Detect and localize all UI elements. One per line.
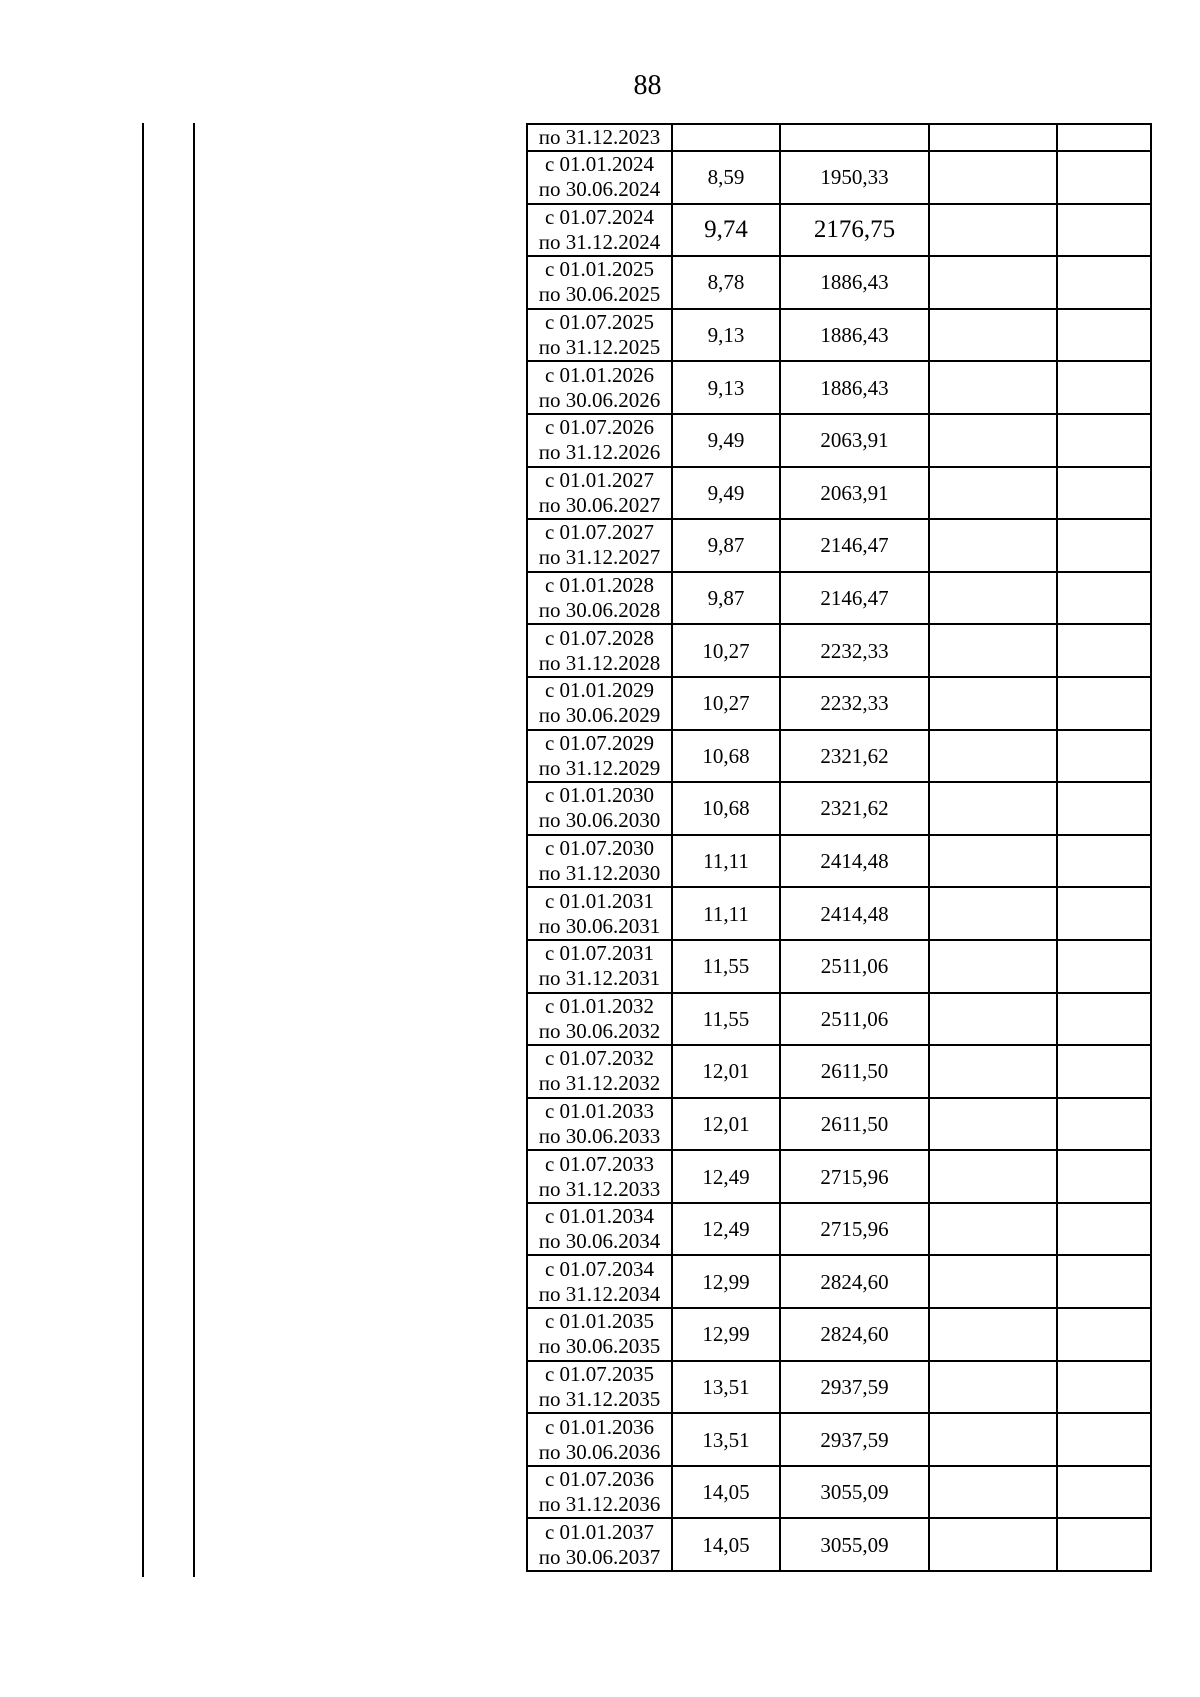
amount-cell: 2321,62 <box>780 782 929 835</box>
rate-cell: 12,01 <box>672 1045 780 1098</box>
empty-cell <box>1057 309 1151 362</box>
rate-cell: 11,11 <box>672 887 780 940</box>
table-row <box>527 1308 1151 1361</box>
empty-cell <box>1057 1361 1151 1414</box>
rate-cell: 10,27 <box>672 624 780 677</box>
period-cell <box>527 1203 672 1256</box>
period-cell <box>527 151 672 204</box>
table-row <box>527 1203 1151 1256</box>
period-from: с 01.07.2029 <box>544 730 655 755</box>
table-row <box>527 467 1151 520</box>
rate-cell: 9,49 <box>672 467 780 520</box>
amount-cell: 2824,60 <box>780 1308 929 1361</box>
period-from: с 01.07.2032 <box>544 1046 655 1071</box>
period-cell <box>527 730 672 783</box>
period-to: по 31.12.2034 <box>538 1281 661 1306</box>
empty-cell <box>929 1255 1057 1308</box>
empty-cell <box>1057 1255 1151 1308</box>
empty-cell <box>929 1098 1057 1151</box>
empty-cell <box>1057 1413 1151 1466</box>
period-cell <box>527 1308 672 1361</box>
empty-cell <box>929 993 1057 1046</box>
amount-cell: 2715,96 <box>780 1203 929 1256</box>
period-to: по 30.06.2033 <box>538 1123 661 1148</box>
amount-cell: 3055,09 <box>780 1466 929 1519</box>
rate-cell: 9,13 <box>672 309 780 362</box>
empty-cell <box>929 1045 1057 1098</box>
period-cell <box>527 1518 672 1571</box>
period-from: с 01.07.2024 <box>544 204 655 229</box>
period-to: по 30.06.2030 <box>538 808 661 833</box>
period-to: по 30.06.2027 <box>538 492 661 517</box>
amount-cell: 2824,60 <box>780 1255 929 1308</box>
rate-cell: 12,49 <box>672 1203 780 1256</box>
amount-cell: 2232,33 <box>780 677 929 730</box>
table-row <box>527 1045 1151 1098</box>
amount-cell: 2232,33 <box>780 624 929 677</box>
period-to: по 31.12.2025 <box>538 335 661 360</box>
period-cell <box>527 677 672 730</box>
table-row <box>527 124 1151 151</box>
period-from: с 01.01.2033 <box>544 1098 655 1123</box>
amount-cell: 2063,91 <box>780 467 929 520</box>
period-from: с 01.01.2031 <box>544 888 655 913</box>
period-from: с 01.07.2028 <box>544 625 655 650</box>
period-cell <box>527 940 672 993</box>
empty-cell <box>929 782 1057 835</box>
rate-cell: 13,51 <box>672 1413 780 1466</box>
empty-cell <box>929 519 1057 572</box>
rate-cell: 8,59 <box>672 151 780 204</box>
period-from: с 01.01.2030 <box>544 783 655 808</box>
period-cell <box>527 1045 672 1098</box>
period-cell <box>527 887 672 940</box>
period-from: с 01.01.2025 <box>544 257 655 282</box>
table-row <box>527 940 1151 993</box>
amount-cell: 1886,43 <box>780 361 929 414</box>
empty-cell <box>1057 1150 1151 1203</box>
empty-cell <box>1057 151 1151 204</box>
empty-cell <box>1057 256 1151 309</box>
rate-cell: 9,74 <box>672 204 780 257</box>
rate-cell: 9,87 <box>672 572 780 625</box>
empty-cell <box>929 1150 1057 1203</box>
period-to: по 31.12.2030 <box>538 861 661 886</box>
period-from: с 01.07.2034 <box>544 1256 655 1281</box>
period-cell <box>527 993 672 1046</box>
rate-cell: 13,51 <box>672 1361 780 1414</box>
period-from: с 01.07.2025 <box>544 310 655 335</box>
period-to: по 30.06.2024 <box>538 177 661 202</box>
empty-cell <box>1057 624 1151 677</box>
period-from: с 01.01.2024 <box>544 152 655 177</box>
table-row <box>527 887 1151 940</box>
empty-cell <box>1057 204 1151 257</box>
period-to: по 31.12.2036 <box>538 1492 661 1517</box>
period-from: с 01.01.2027 <box>544 467 655 492</box>
amount-cell: 2611,50 <box>780 1045 929 1098</box>
period-cell <box>527 1361 672 1414</box>
left-column-divider <box>193 123 195 1577</box>
left-table-border <box>142 123 144 1577</box>
amount-cell: 2176,75 <box>780 204 929 257</box>
table-row <box>527 151 1151 204</box>
period-from: с 01.07.2035 <box>544 1361 655 1386</box>
amount-cell: 2715,96 <box>780 1150 929 1203</box>
rate-cell: 11,55 <box>672 993 780 1046</box>
empty-cell <box>929 835 1057 888</box>
empty-cell <box>929 124 1057 151</box>
empty-cell <box>929 730 1057 783</box>
table-row <box>527 414 1151 467</box>
rate-cell: 9,87 <box>672 519 780 572</box>
period-to: по 30.06.2037 <box>538 1544 661 1569</box>
amount-cell <box>780 124 929 151</box>
empty-cell <box>1057 887 1151 940</box>
page-number: 88 <box>633 70 662 101</box>
amount-cell: 1886,43 <box>780 309 929 362</box>
period-from: с 01.01.2028 <box>544 573 655 598</box>
period-cell <box>527 1255 672 1308</box>
empty-cell <box>929 624 1057 677</box>
empty-cell <box>929 361 1057 414</box>
rate-cell: 12,99 <box>672 1308 780 1361</box>
empty-cell <box>1057 940 1151 993</box>
period-cell <box>527 256 672 309</box>
period-to: по 31.12.2033 <box>538 1176 661 1201</box>
table-row <box>527 1098 1151 1151</box>
amount-cell: 2511,06 <box>780 940 929 993</box>
period-cell <box>527 835 672 888</box>
table-row <box>527 519 1151 572</box>
amount-cell: 2611,50 <box>780 1098 929 1151</box>
amount-cell: 2511,06 <box>780 993 929 1046</box>
period-to: по 30.06.2025 <box>538 282 661 307</box>
empty-cell <box>929 1203 1057 1256</box>
empty-cell <box>1057 1308 1151 1361</box>
table-row <box>527 1150 1151 1203</box>
empty-cell <box>1057 361 1151 414</box>
empty-cell <box>1057 124 1151 151</box>
period-cell <box>527 361 672 414</box>
period-to: по 30.06.2032 <box>538 1018 661 1043</box>
period-to: по 31.12.2032 <box>538 1071 661 1096</box>
amount-cell: 2937,59 <box>780 1413 929 1466</box>
empty-cell <box>1057 1203 1151 1256</box>
empty-cell <box>1057 467 1151 520</box>
rate-cell: 12,99 <box>672 1255 780 1308</box>
period-from: с 01.01.2029 <box>544 678 655 703</box>
table-row <box>527 1518 1151 1571</box>
period-from: с 01.01.2026 <box>544 362 655 387</box>
table-row <box>527 204 1151 257</box>
tariff-table <box>526 123 1152 1572</box>
empty-cell <box>929 887 1057 940</box>
table-row <box>527 835 1151 888</box>
period-cell <box>527 467 672 520</box>
table-row <box>527 1413 1151 1466</box>
period-cell <box>527 624 672 677</box>
period-from: с 01.01.2034 <box>544 1204 655 1229</box>
period-from: с 01.07.2036 <box>544 1467 655 1492</box>
amount-cell: 2414,48 <box>780 835 929 888</box>
empty-cell <box>929 414 1057 467</box>
period-cell <box>527 414 672 467</box>
period-cell: по 31.12.2023 <box>527 124 672 151</box>
empty-cell <box>1057 782 1151 835</box>
period-to: по 30.06.2035 <box>538 1334 661 1359</box>
period-from: с 01.07.2027 <box>544 520 655 545</box>
empty-cell <box>1057 1098 1151 1151</box>
period-from: с 01.07.2030 <box>544 836 655 861</box>
amount-cell: 2146,47 <box>780 519 929 572</box>
amount-cell: 2146,47 <box>780 572 929 625</box>
table-row <box>527 572 1151 625</box>
rate-cell: 9,49 <box>672 414 780 467</box>
empty-cell <box>929 572 1057 625</box>
period-cell <box>527 1413 672 1466</box>
rate-cell: 10,68 <box>672 782 780 835</box>
period-to: по 31.12.2035 <box>538 1386 661 1411</box>
period-from: с 01.07.2026 <box>544 415 655 440</box>
empty-cell <box>929 309 1057 362</box>
empty-cell <box>929 204 1057 257</box>
table-row <box>527 993 1151 1046</box>
empty-cell <box>929 467 1057 520</box>
period-to: по 30.06.2026 <box>538 387 661 412</box>
period-to: по 30.06.2034 <box>538 1229 661 1254</box>
amount-cell: 1886,43 <box>780 256 929 309</box>
table-row <box>527 361 1151 414</box>
empty-cell <box>1057 1518 1151 1571</box>
amount-cell: 1950,33 <box>780 151 929 204</box>
period-from: с 01.07.2033 <box>544 1151 655 1176</box>
period-to: по 31.12.2031 <box>538 966 661 991</box>
rate-cell: 9,13 <box>672 361 780 414</box>
empty-cell <box>1057 677 1151 730</box>
period-to: по 30.06.2036 <box>538 1439 661 1464</box>
empty-cell <box>1057 835 1151 888</box>
empty-cell <box>929 1466 1057 1519</box>
rate-cell: 10,27 <box>672 677 780 730</box>
rate-cell: 8,78 <box>672 256 780 309</box>
period-from: с 01.01.2032 <box>544 993 655 1018</box>
empty-cell <box>1057 519 1151 572</box>
period-cell <box>527 1098 672 1151</box>
empty-cell <box>1057 414 1151 467</box>
period-to: по 31.12.2024 <box>538 229 661 254</box>
period-to: по 31.12.2029 <box>538 755 661 780</box>
table-row <box>527 256 1151 309</box>
empty-cell <box>929 256 1057 309</box>
period-to: по 31.12.2026 <box>538 440 661 465</box>
table-row <box>527 1466 1151 1519</box>
amount-cell: 2321,62 <box>780 730 929 783</box>
empty-cell <box>929 677 1057 730</box>
table-row <box>527 730 1151 783</box>
period-cell <box>527 309 672 362</box>
period-from: с 01.01.2035 <box>544 1309 655 1334</box>
empty-cell <box>929 151 1057 204</box>
period-cell <box>527 1150 672 1203</box>
empty-cell <box>929 1518 1057 1571</box>
rate-cell <box>672 124 780 151</box>
period-to: по 30.06.2028 <box>538 598 661 623</box>
period-cell <box>527 782 672 835</box>
rate-cell: 14,05 <box>672 1518 780 1571</box>
empty-cell <box>929 940 1057 993</box>
period-to: по 31.12.2028 <box>538 650 661 675</box>
empty-cell <box>929 1413 1057 1466</box>
period-to: по 31.12.2027 <box>538 545 661 570</box>
period-to: по 30.06.2029 <box>538 703 661 728</box>
amount-cell: 2937,59 <box>780 1361 929 1414</box>
rate-cell: 14,05 <box>672 1466 780 1519</box>
period-cell <box>527 204 672 257</box>
period-to: по 30.06.2031 <box>538 913 661 938</box>
empty-cell <box>929 1361 1057 1414</box>
empty-cell <box>1057 572 1151 625</box>
period-from: с 01.07.2031 <box>544 941 655 966</box>
table-row <box>527 309 1151 362</box>
period-cell <box>527 519 672 572</box>
period-from: с 01.01.2037 <box>544 1519 655 1544</box>
table-row <box>527 624 1151 677</box>
amount-cell: 3055,09 <box>780 1518 929 1571</box>
tariff-table-container <box>526 123 1152 1572</box>
rate-cell: 12,01 <box>672 1098 780 1151</box>
rate-cell: 12,49 <box>672 1150 780 1203</box>
rate-cell: 11,11 <box>672 835 780 888</box>
rate-cell: 10,68 <box>672 730 780 783</box>
amount-cell: 2063,91 <box>780 414 929 467</box>
empty-cell <box>1057 993 1151 1046</box>
empty-cell <box>1057 1466 1151 1519</box>
table-row <box>527 1361 1151 1414</box>
period-cell <box>527 572 672 625</box>
table-row <box>527 782 1151 835</box>
empty-cell <box>929 1308 1057 1361</box>
table-row <box>527 1255 1151 1308</box>
rate-cell: 11,55 <box>672 940 780 993</box>
empty-cell <box>1057 1045 1151 1098</box>
period-from: с 01.01.2036 <box>544 1414 655 1439</box>
empty-cell <box>1057 730 1151 783</box>
period-cell <box>527 1466 672 1519</box>
table-row <box>527 677 1151 730</box>
amount-cell: 2414,48 <box>780 887 929 940</box>
